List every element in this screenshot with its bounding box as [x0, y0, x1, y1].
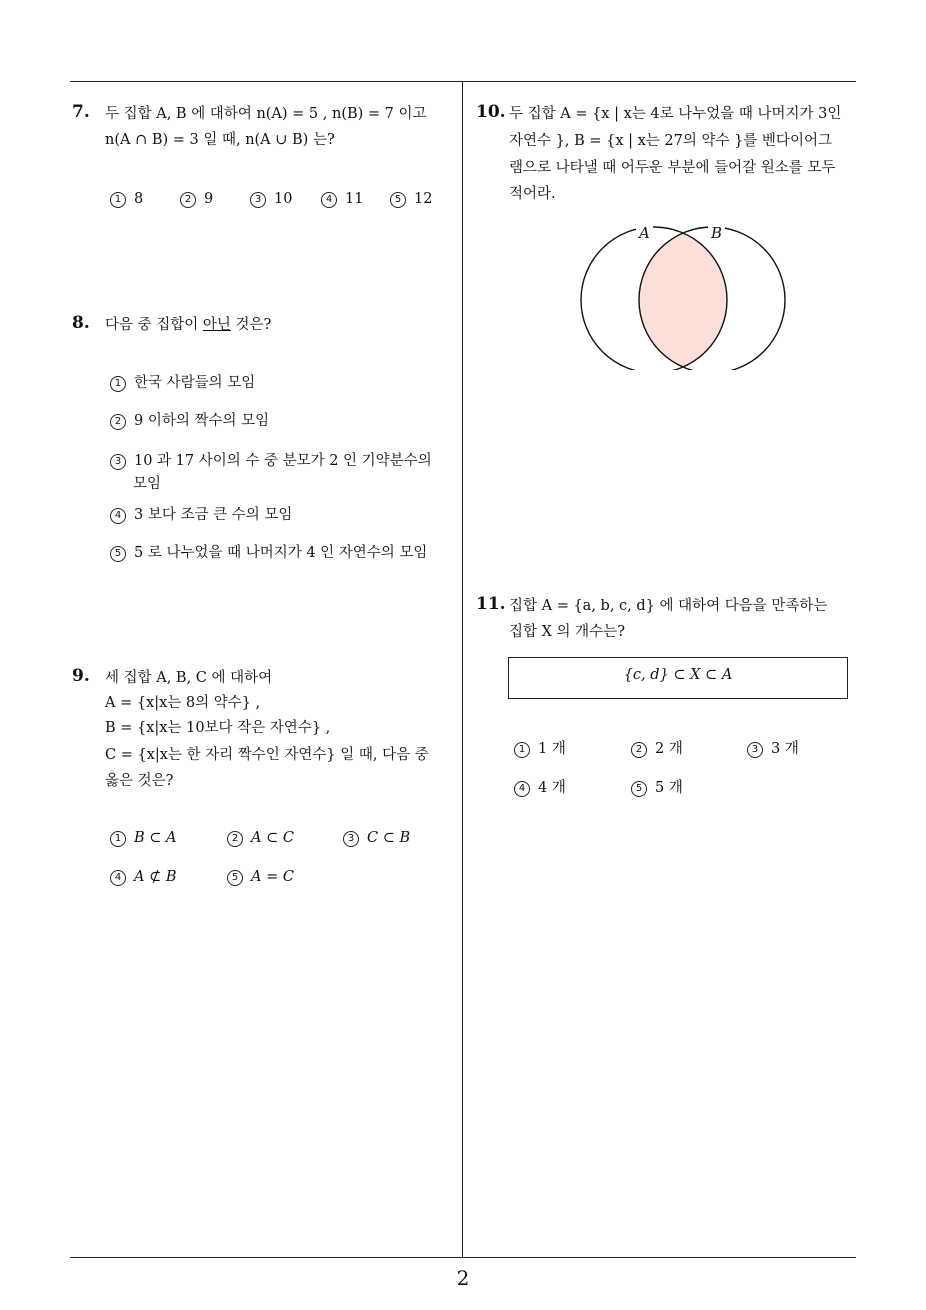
circled-number-icon: 2 [110, 414, 126, 430]
top-rule [70, 81, 856, 82]
bottom-rule [70, 1257, 856, 1258]
question-number: 8. [72, 313, 90, 333]
option-5[interactable] [227, 866, 294, 888]
option-text: A = C [251, 869, 294, 885]
question-number: 7. [72, 102, 90, 122]
option-text: 9 [204, 191, 214, 207]
circled-number-icon: 2 [227, 831, 243, 847]
option-5[interactable] [390, 188, 432, 210]
option-1[interactable] [110, 372, 255, 394]
condition-box [508, 657, 848, 699]
venn-label-b: B [708, 224, 725, 242]
option-text: 한국 사람들의 모임 [134, 375, 256, 391]
circled-number-icon: 5 [390, 192, 406, 208]
venn-diagram [560, 220, 810, 370]
option-5[interactable] [110, 542, 427, 564]
question-number: 9. [72, 666, 90, 686]
circled-number-icon: 3 [110, 454, 126, 470]
option-text: 4 개 [538, 780, 566, 796]
option-text: 5 개 [655, 780, 683, 796]
circled-number-icon: 4 [110, 508, 126, 524]
question-number: 11. [476, 594, 506, 614]
option-5[interactable] [631, 777, 683, 799]
option-3[interactable] [110, 450, 432, 472]
option-4[interactable] [514, 777, 566, 799]
option-text: 12 [414, 191, 433, 207]
option-text: 2 개 [655, 741, 683, 757]
option-text: 8 [134, 191, 144, 207]
option-text: 5 로 나누었을 때 나머지가 4 인 자연수의 모임 [134, 545, 428, 561]
option-4[interactable] [110, 866, 177, 888]
circled-number-icon: 1 [514, 742, 530, 758]
question-text-line: 두 집합 A = {x | x는 4로 나누었을 때 나머지가 3인 [509, 106, 842, 122]
page-number: 2 [456, 1266, 470, 1290]
column-divider [462, 82, 463, 1258]
question-number: 10. [476, 102, 506, 122]
circled-number-icon: 5 [227, 870, 243, 886]
circled-number-icon: 5 [631, 781, 647, 797]
circled-number-icon: 3 [747, 742, 763, 758]
question-stem [105, 313, 271, 337]
circled-number-icon: 3 [250, 192, 266, 208]
option-text: 3 개 [771, 741, 799, 757]
question-text-line: 세 집합 A, B, C 에 대하여 [105, 670, 273, 686]
option-1[interactable] [110, 827, 177, 849]
question-text-line: 집합 A = {a, b, c, d} 에 대하여 다음을 만족하는 [509, 598, 828, 614]
option-4[interactable] [321, 188, 363, 210]
question-7 [72, 102, 457, 222]
option-text: 3 보다 조금 큰 수의 모임 [134, 507, 293, 523]
option-text: 11 [345, 191, 364, 207]
circled-number-icon: 2 [180, 192, 196, 208]
circled-number-icon: 4 [514, 781, 530, 797]
question-text-line: 적어라. [509, 186, 556, 202]
option-3[interactable] [747, 738, 799, 760]
circled-number-icon: 3 [343, 831, 359, 847]
circled-number-icon: 1 [110, 376, 126, 392]
option-3-continuation: 모임 [133, 476, 162, 492]
option-text: 10 과 17 사이의 수 중 분모가 2 인 기약분수의 [134, 453, 432, 469]
option-text: C ⊂ B [367, 830, 411, 846]
stem-emphasis: 아닌 [202, 317, 231, 333]
question-text-line: B = {x|x는 10보다 작은 자연수} , [105, 720, 331, 736]
circled-number-icon: 1 [110, 831, 126, 847]
circled-number-icon: 2 [631, 742, 647, 758]
option-text: B ⊂ A [134, 830, 177, 846]
option-2[interactable] [227, 827, 294, 849]
option-2[interactable] [110, 410, 269, 432]
question-8 [72, 313, 457, 573]
question-text-line: 집합 X 의 개수는? [509, 624, 625, 640]
option-3[interactable] [343, 827, 410, 849]
option-3[interactable] [250, 188, 292, 210]
stem-text: 다음 중 집합이 [105, 317, 203, 333]
venn-label-a: A [636, 224, 653, 242]
stem-text: 것은? [230, 317, 272, 333]
option-text: A ⊄ B [134, 869, 177, 885]
circled-number-icon: 4 [321, 192, 337, 208]
option-text: 10 [274, 191, 293, 207]
question-text-line: 자연수 }, B = {x | x는 27의 약수 }를 벤다이어그 [509, 133, 832, 149]
circled-number-icon: 1 [110, 192, 126, 208]
option-text: A ⊂ C [251, 830, 294, 846]
question-text-line: 옳은 것은? [105, 773, 174, 789]
question-9 [72, 666, 457, 896]
question-text-line: C = {x|x는 한 자리 짝수인 자연수} 일 때, 다음 중 [105, 747, 429, 763]
option-1[interactable] [110, 188, 143, 210]
option-text: 1 개 [538, 741, 566, 757]
question-text-line: n(A ∩ B) = 3 일 때, n(A ∪ B) 는? [105, 132, 335, 148]
option-1[interactable] [514, 738, 566, 760]
circled-number-icon: 4 [110, 870, 126, 886]
option-2[interactable] [180, 188, 213, 210]
option-text: 9 이하의 짝수의 모임 [134, 413, 270, 429]
option-2[interactable] [631, 738, 683, 760]
question-text-line: 램으로 나타낼 때 어두운 부분에 들어갈 원소를 모두 [509, 160, 836, 176]
option-4[interactable] [110, 504, 292, 526]
circled-number-icon: 5 [110, 546, 126, 562]
question-11 [476, 594, 861, 814]
question-text-line: A = {x|x는 8의 약수} , [105, 695, 261, 711]
condition-text: {c, d} ⊂ X ⊂ A [623, 667, 733, 683]
question-text-line: 두 집합 A, B 에 대하여 n(A) = 5 , n(B) = 7 이고 [105, 106, 427, 122]
